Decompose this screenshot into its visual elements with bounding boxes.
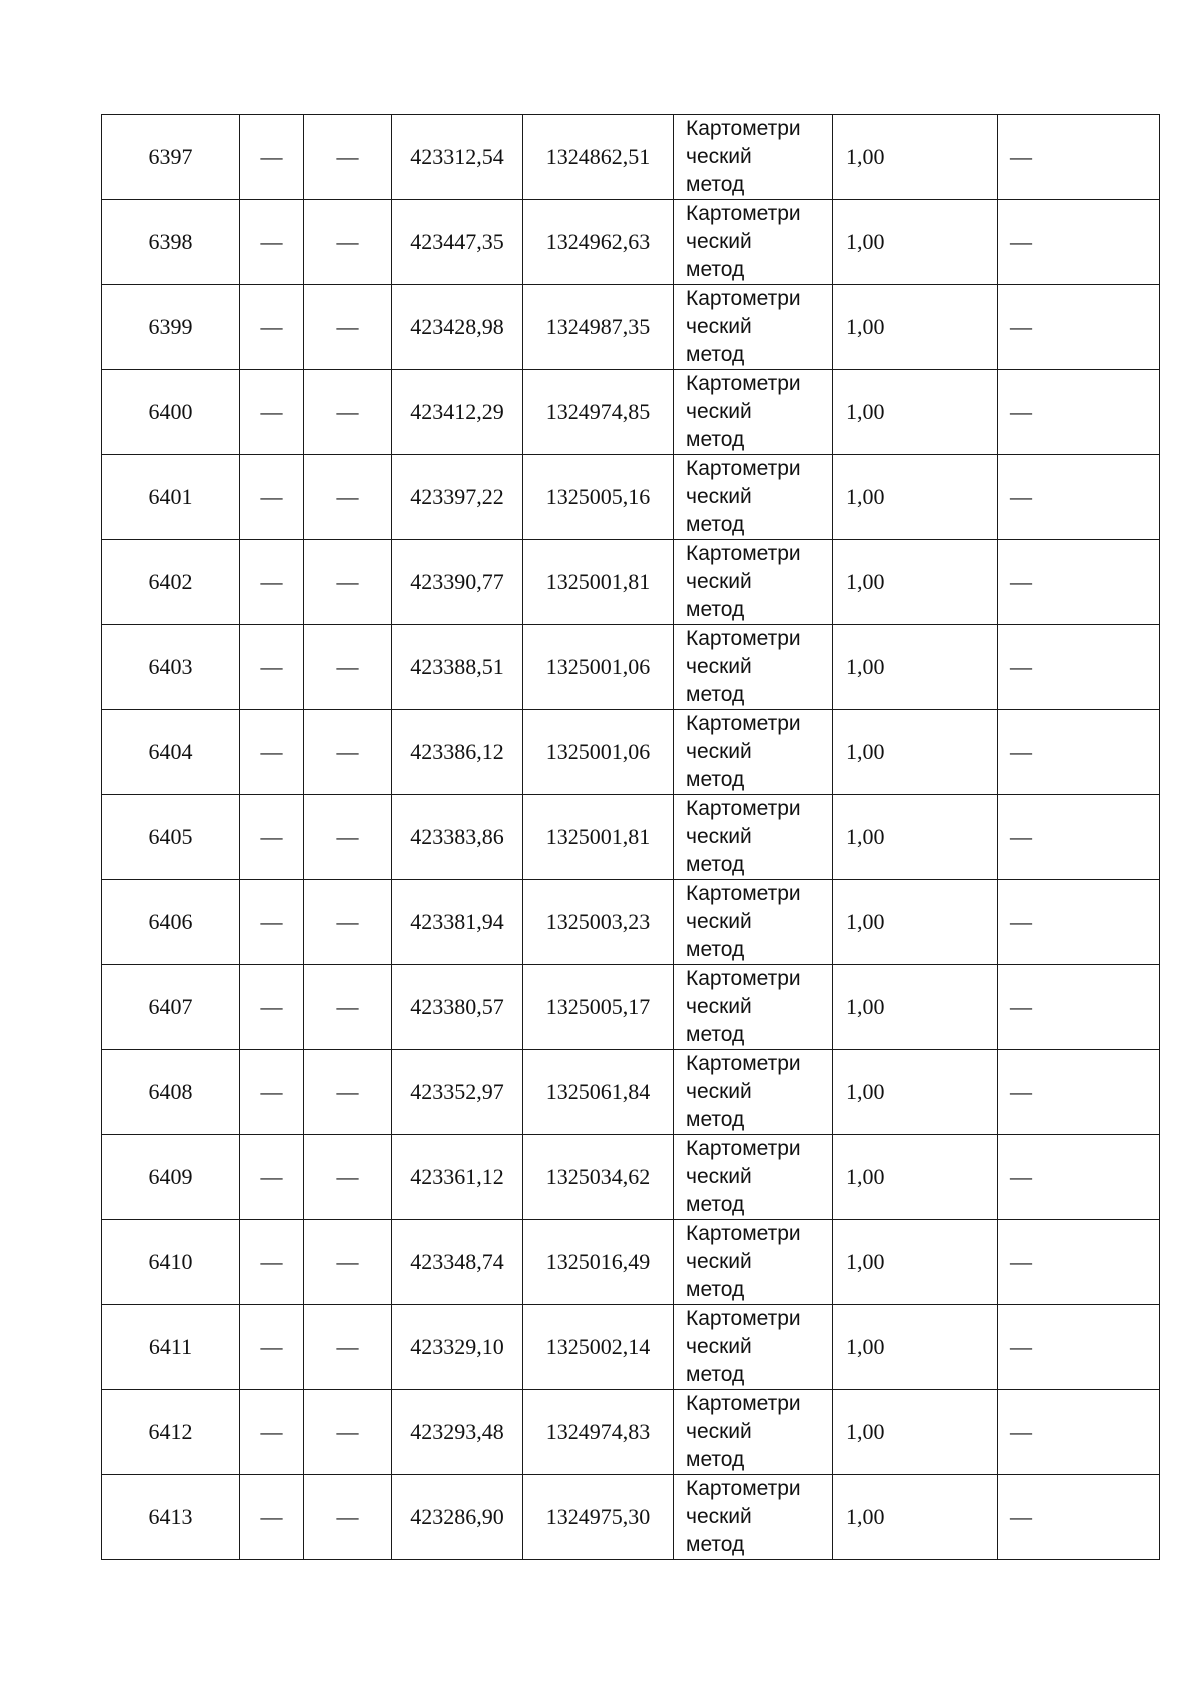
table-row [102, 1050, 1160, 1135]
empty-coord-y-cell: — [304, 200, 392, 285]
coord-x-cell: 423428,98 [392, 285, 523, 370]
coord-x-cell: 423388,51 [392, 625, 523, 710]
method-cell: Картометри ческий метод [674, 880, 833, 965]
description-cell: — [998, 1305, 1160, 1390]
description-cell: — [998, 1135, 1160, 1220]
empty-coord-y-cell: — [304, 710, 392, 795]
coord-x-cell: 423383,86 [392, 795, 523, 880]
method-cell: Картометри ческий метод [674, 1220, 833, 1305]
description-cell: — [998, 285, 1160, 370]
point-number-cell: 6408 [102, 1050, 240, 1135]
coord-y-cell: 1325003,23 [523, 880, 674, 965]
method-cell: Картометри ческий метод [674, 370, 833, 455]
coord-x-cell: 423380,57 [392, 965, 523, 1050]
method-cell: Картометри ческий метод [674, 540, 833, 625]
coordinates-table [101, 114, 1160, 1560]
table-row [102, 1475, 1160, 1560]
table-row [102, 1305, 1160, 1390]
method-cell: Картометри ческий метод [674, 200, 833, 285]
empty-coord-x-cell: — [240, 1135, 304, 1220]
table-row [102, 455, 1160, 540]
coord-y-cell: 1325005,16 [523, 455, 674, 540]
table-row [102, 285, 1160, 370]
table-row [102, 795, 1160, 880]
accuracy-cell: 1,00 [833, 1135, 998, 1220]
description-cell: — [998, 1220, 1160, 1305]
table-row [102, 540, 1160, 625]
accuracy-cell: 1,00 [833, 880, 998, 965]
point-number-cell: 6406 [102, 880, 240, 965]
empty-coord-x-cell: — [240, 1050, 304, 1135]
accuracy-cell: 1,00 [833, 285, 998, 370]
method-cell: Картометри ческий метод [674, 1305, 833, 1390]
coord-y-cell: 1325002,14 [523, 1305, 674, 1390]
coord-y-cell: 1325016,49 [523, 1220, 674, 1305]
empty-coord-x-cell: — [240, 710, 304, 795]
description-cell: — [998, 1390, 1160, 1475]
coord-x-cell: 423412,29 [392, 370, 523, 455]
coord-y-cell: 1324975,30 [523, 1475, 674, 1560]
point-number-cell: 6400 [102, 370, 240, 455]
empty-coord-y-cell: — [304, 285, 392, 370]
accuracy-cell: 1,00 [833, 540, 998, 625]
method-cell: Картометри ческий метод [674, 965, 833, 1050]
empty-coord-x-cell: — [240, 200, 304, 285]
empty-coord-y-cell: — [304, 1050, 392, 1135]
empty-coord-x-cell: — [240, 285, 304, 370]
accuracy-cell: 1,00 [833, 370, 998, 455]
description-cell: — [998, 710, 1160, 795]
empty-coord-x-cell: — [240, 1390, 304, 1475]
coord-y-cell: 1325034,62 [523, 1135, 674, 1220]
method-cell: Картометри ческий метод [674, 625, 833, 710]
coord-x-cell: 423348,74 [392, 1220, 523, 1305]
empty-coord-y-cell: — [304, 795, 392, 880]
empty-coord-y-cell: — [304, 370, 392, 455]
method-cell: Картометри ческий метод [674, 1135, 833, 1220]
empty-coord-x-cell: — [240, 625, 304, 710]
coord-y-cell: 1325005,17 [523, 965, 674, 1050]
description-cell: — [998, 370, 1160, 455]
coord-y-cell: 1324862,51 [523, 115, 674, 200]
empty-coord-y-cell: — [304, 115, 392, 200]
point-number-cell: 6413 [102, 1475, 240, 1560]
accuracy-cell: 1,00 [833, 795, 998, 880]
description-cell: — [998, 455, 1160, 540]
description-cell: — [998, 625, 1160, 710]
method-cell: Картометри ческий метод [674, 795, 833, 880]
empty-coord-y-cell: — [304, 625, 392, 710]
table-row [102, 1135, 1160, 1220]
description-cell: — [998, 965, 1160, 1050]
table-row [102, 625, 1160, 710]
coord-x-cell: 423381,94 [392, 880, 523, 965]
empty-coord-y-cell: — [304, 1305, 392, 1390]
coord-y-cell: 1325001,06 [523, 625, 674, 710]
accuracy-cell: 1,00 [833, 200, 998, 285]
method-cell: Картометри ческий метод [674, 710, 833, 795]
point-number-cell: 6412 [102, 1390, 240, 1475]
coord-x-cell: 423390,77 [392, 540, 523, 625]
point-number-cell: 6401 [102, 455, 240, 540]
empty-coord-x-cell: — [240, 795, 304, 880]
description-cell: — [998, 1050, 1160, 1135]
point-number-cell: 6411 [102, 1305, 240, 1390]
point-number-cell: 6403 [102, 625, 240, 710]
method-cell: Картометри ческий метод [674, 455, 833, 540]
empty-coord-y-cell: — [304, 455, 392, 540]
coord-y-cell: 1325001,81 [523, 540, 674, 625]
table-row [102, 370, 1160, 455]
coord-x-cell: 423386,12 [392, 710, 523, 795]
table-body [102, 115, 1160, 1560]
coord-x-cell: 423329,10 [392, 1305, 523, 1390]
empty-coord-x-cell: — [240, 370, 304, 455]
empty-coord-y-cell: — [304, 1475, 392, 1560]
coord-y-cell: 1325001,81 [523, 795, 674, 880]
point-number-cell: 6397 [102, 115, 240, 200]
description-cell: — [998, 795, 1160, 880]
method-cell: Картометри ческий метод [674, 115, 833, 200]
coord-x-cell: 423397,22 [392, 455, 523, 540]
accuracy-cell: 1,00 [833, 1220, 998, 1305]
empty-coord-x-cell: — [240, 115, 304, 200]
empty-coord-y-cell: — [304, 965, 392, 1050]
accuracy-cell: 1,00 [833, 965, 998, 1050]
accuracy-cell: 1,00 [833, 1475, 998, 1560]
method-cell: Картометри ческий метод [674, 1475, 833, 1560]
accuracy-cell: 1,00 [833, 1390, 998, 1475]
empty-coord-x-cell: — [240, 1305, 304, 1390]
point-number-cell: 6399 [102, 285, 240, 370]
point-number-cell: 6405 [102, 795, 240, 880]
empty-coord-y-cell: — [304, 540, 392, 625]
empty-coord-y-cell: — [304, 1220, 392, 1305]
description-cell: — [998, 115, 1160, 200]
table-row [102, 880, 1160, 965]
point-number-cell: 6407 [102, 965, 240, 1050]
empty-coord-x-cell: — [240, 1220, 304, 1305]
method-cell: Картометри ческий метод [674, 1390, 833, 1475]
coord-x-cell: 423286,90 [392, 1475, 523, 1560]
description-cell: — [998, 880, 1160, 965]
accuracy-cell: 1,00 [833, 1050, 998, 1135]
empty-coord-x-cell: — [240, 1475, 304, 1560]
accuracy-cell: 1,00 [833, 625, 998, 710]
accuracy-cell: 1,00 [833, 710, 998, 795]
coord-y-cell: 1325001,06 [523, 710, 674, 795]
point-number-cell: 6409 [102, 1135, 240, 1220]
accuracy-cell: 1,00 [833, 455, 998, 540]
point-number-cell: 6398 [102, 200, 240, 285]
table-row [102, 200, 1160, 285]
empty-coord-y-cell: — [304, 880, 392, 965]
table-row [102, 115, 1160, 200]
point-number-cell: 6410 [102, 1220, 240, 1305]
empty-coord-x-cell: — [240, 540, 304, 625]
coord-y-cell: 1324962,63 [523, 200, 674, 285]
coord-x-cell: 423293,48 [392, 1390, 523, 1475]
table-row [102, 1220, 1160, 1305]
empty-coord-x-cell: — [240, 965, 304, 1050]
table-row [102, 965, 1160, 1050]
accuracy-cell: 1,00 [833, 1305, 998, 1390]
table-row [102, 710, 1160, 795]
empty-coord-x-cell: — [240, 455, 304, 540]
coord-x-cell: 423361,12 [392, 1135, 523, 1220]
coord-y-cell: 1325061,84 [523, 1050, 674, 1135]
method-cell: Картометри ческий метод [674, 1050, 833, 1135]
coord-y-cell: 1324974,83 [523, 1390, 674, 1475]
empty-coord-y-cell: — [304, 1390, 392, 1475]
accuracy-cell: 1,00 [833, 115, 998, 200]
empty-coord-y-cell: — [304, 1135, 392, 1220]
point-number-cell: 6402 [102, 540, 240, 625]
empty-coord-x-cell: — [240, 880, 304, 965]
coord-y-cell: 1324987,35 [523, 285, 674, 370]
coord-x-cell: 423312,54 [392, 115, 523, 200]
table-row [102, 1390, 1160, 1475]
description-cell: — [998, 1475, 1160, 1560]
description-cell: — [998, 540, 1160, 625]
description-cell: — [998, 200, 1160, 285]
coord-y-cell: 1324974,85 [523, 370, 674, 455]
coord-x-cell: 423447,35 [392, 200, 523, 285]
point-number-cell: 6404 [102, 710, 240, 795]
coord-x-cell: 423352,97 [392, 1050, 523, 1135]
method-cell: Картометри ческий метод [674, 285, 833, 370]
